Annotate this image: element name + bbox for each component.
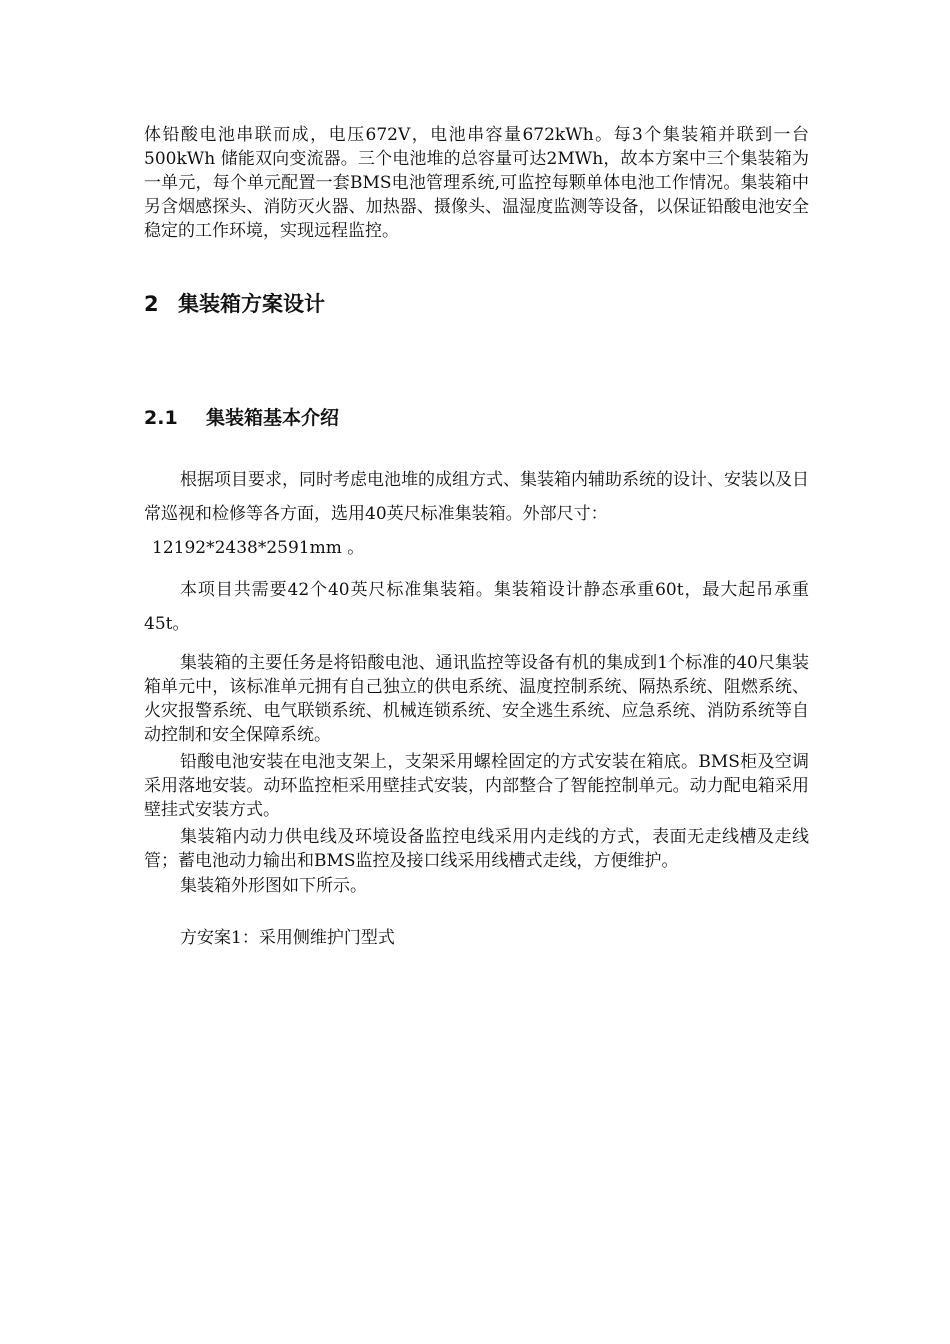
section-number: 2 xyxy=(144,292,159,316)
paragraph-scheme-1: 方安案1：采用侧维护门型式 xyxy=(180,928,395,948)
paragraph-wiring: 集装箱内动力供电线及环境设备监控电线采用内走线的方式，表面无走线槽及走线管；蓄电池动力输出和BMS监控及接口线采用线槽式走线，方便维护。 xyxy=(144,827,809,871)
paragraph-battery-installation: 铅酸电池安装在电池支架上，支架采用螺栓固定的方式安装在箱底。BMS柜及空调采用落地安装。动环监控柜采用壁挂式安装，内部整合了智能控制单元。动力配电箱采用壁挂式安装方式。 xyxy=(144,752,809,820)
subsection-number: 2.1 xyxy=(144,407,178,429)
paragraph-figure-intro: 集装箱外形图如下所示。 xyxy=(180,876,367,896)
intro-paragraph: 体铅酸电池串联而成，电压672V，电池串容量672kWh。每3个集装箱并联到一台500kWh 储能双向变流器。三个电池堆的总容量可达2MWh，故本方案中三个集装箱为一单元，每个单元配置一套BMS电池管理系统,可监控每颗单体电池工作情况。集装箱中另含烟感探头、消防灭火器、加热器、摄像头、温湿度监测等设备，以保证铅酸电池安全稳定的工作环境，实现远程监控。 xyxy=(144,125,809,241)
paragraph-container-tasks: 集装箱的主要任务是将铅酸电池、通讯监控等设备有机的集成到1个标准的40尺集装箱单元中，该标准单元拥有自己独立的供电系统、温度控制系统、隔热系统、阻燃系统、火灾报警系统、电气联锁系统、机械连锁系统、安全逃生系统、应急系统、消防系统等自动控制和安全保障系统。 xyxy=(144,653,809,745)
paragraph-dimensions: 12192*2438*2591mm 。 xyxy=(152,538,365,558)
paragraph-container-count: 本项目共需要42个40英尺标准集装箱。集装箱设计静态承重60t，最大起吊承重45t。 xyxy=(144,580,809,634)
paragraph-container-selection: 根据项目要求，同时考虑电池堆的成组方式、集装箱内辅助系统的设计、安装以及日常巡视和检修等各方面，选用40英尺标准集装箱。外部尺寸： xyxy=(144,470,809,524)
subsection-heading xyxy=(144,404,809,432)
section-heading xyxy=(144,289,809,319)
subsection-title: 集装箱基本介绍 xyxy=(206,407,340,429)
section-title: 集装箱方案设计 xyxy=(178,292,325,316)
